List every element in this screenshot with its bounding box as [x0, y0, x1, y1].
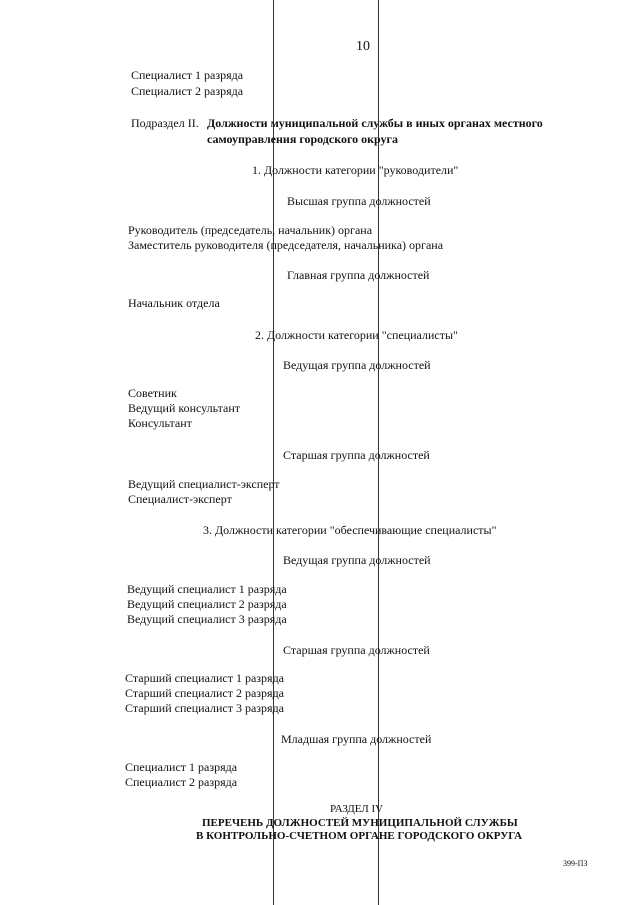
position-item: Ведущий специалист 2 разряда: [127, 597, 287, 611]
section-title-line2: В КОНТРОЛЬНО-СЧЕТНОМ ОРГАНЕ ГОРОДСКОГО ОКРУГА: [196, 830, 523, 842]
position-item: Специалист 1 разряда: [125, 760, 238, 774]
page-number: 10: [356, 39, 370, 54]
position-item: Старший специалист 3 разряда: [125, 701, 284, 715]
position-item: Начальник отдела: [128, 296, 220, 310]
position-item: Ведущий консультант: [128, 401, 241, 415]
group-heading-senior: Старшая группа должностей: [283, 643, 430, 657]
position-item: Заместитель руководителя (председателя, начальника) органа: [128, 238, 444, 252]
group-heading-high: Высшая группа должностей: [287, 194, 431, 208]
position-item: Ведущий специалист 3 разряда: [127, 612, 287, 626]
position-item: Ведущий специалист-эксперт: [128, 477, 280, 491]
subsection-title-line1: Должности муниципальной службы в иных органах местного: [207, 116, 543, 130]
position-item: Специалист 2 разряда: [125, 775, 238, 789]
position-item: Специалист-эксперт: [128, 492, 232, 506]
position-item: Советник: [128, 386, 177, 400]
subsection-prefix: Подраздел II.: [131, 116, 199, 130]
top-list-item: Специалист 1 разряда: [131, 68, 244, 82]
group-heading-lead: Ведущая группа должностей: [283, 358, 431, 372]
section-label: РАЗДЕЛ IV: [330, 803, 384, 815]
position-item: Ведущий специалист 1 разряда: [127, 582, 287, 596]
category-heading-2: 2. Должности категории "специалисты": [255, 328, 458, 342]
category-heading-3: 3. Должности категории "обеспечивающие специалисты": [203, 523, 497, 537]
top-list-item: Специалист 2 разряда: [131, 84, 244, 98]
group-heading-lead: Ведущая группа должностей: [283, 553, 431, 567]
position-item: Старший специалист 2 разряда: [125, 686, 284, 700]
group-heading-main: Главная группа должностей: [287, 268, 430, 282]
group-heading-senior: Старшая группа должностей: [283, 448, 430, 462]
position-item: Руководитель (председатель, начальник) органа: [128, 223, 373, 237]
position-item: Консультант: [128, 416, 192, 430]
category-heading-1: 1. Должности категории "руководители": [252, 163, 459, 177]
subsection-title-line2: самоуправления городского округа: [207, 132, 398, 146]
position-item: Старший специалист 1 разряда: [125, 671, 284, 685]
section-title-line1: ПЕРЕЧЕНЬ ДОЛЖНОСТЕЙ МУНИЦИПАЛЬНОЙ СЛУЖБЫ: [202, 817, 518, 829]
document-code: 399-ПЗ: [563, 859, 588, 868]
group-heading-junior: Младшая группа должностей: [281, 732, 432, 746]
